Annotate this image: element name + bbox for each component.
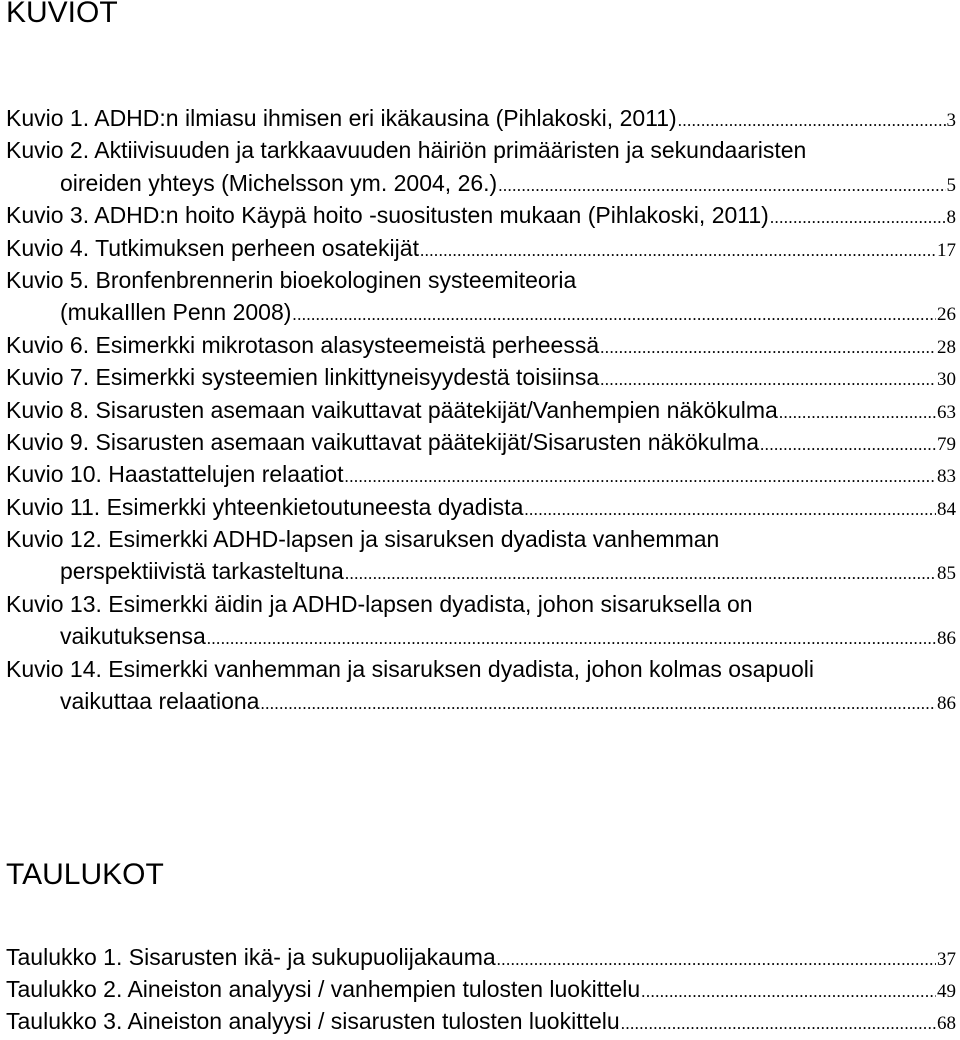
- figure-entry-title: Kuvio 1. ADHD:n ilmiasu ihmisen eri ikäkausina (Pihlakoski, 2011): [6, 105, 677, 131]
- taulukot-heading: TAULUKOT: [6, 858, 164, 891]
- page-number: 86: [937, 628, 956, 650]
- dot-leader: [524, 494, 936, 526]
- figure-entry-title: perspektiivistä tarkasteltuna: [60, 558, 344, 585]
- figure-entry-title: Kuvio 10. Haastattelujen relaatiot: [6, 461, 344, 488]
- figure-entry[interactable]: [6, 426, 956, 458]
- figure-entry-title: Kuvio 7. Esimerkki systeemien linkittyneisyydestä toisiinsa: [6, 364, 600, 391]
- table-entry[interactable]: [6, 973, 956, 1005]
- dot-leader: [345, 558, 936, 590]
- table-entry[interactable]: [6, 1005, 956, 1037]
- page-number: 3: [946, 110, 956, 131]
- dot-leader: [600, 364, 936, 396]
- page-number: 63: [937, 401, 956, 423]
- figure-entry-title: Kuvio 9. Sisarusten asemaan vaikuttavat päätekijät/Sisarusten näkökulma: [6, 428, 760, 455]
- dot-leader: [497, 944, 936, 976]
- figure-entry-line: [6, 523, 956, 555]
- figure-entry-line: [6, 232, 956, 264]
- figure-entry[interactable]: [6, 232, 956, 264]
- figure-entry-line: [6, 653, 956, 685]
- figure-entry[interactable]: [6, 102, 956, 134]
- page-number: 8: [946, 207, 956, 229]
- figure-entry-line: [6, 264, 956, 296]
- table-entry-title: Taulukko 1. Sisarusten ikä- ja sukupuolijakauma: [6, 944, 496, 970]
- dot-leader: [760, 429, 936, 461]
- figure-entry[interactable]: [6, 491, 956, 523]
- dot-leader: [260, 688, 936, 720]
- figure-entry-line: [6, 458, 956, 490]
- figure-entry-title: oireiden yhteys (Michelsson ym. 2004, 26.): [60, 169, 498, 196]
- figure-entry-title: Kuvio 11. Esimerkki yhteenkietoutuneesta dyadista: [6, 493, 524, 520]
- figure-entry[interactable]: [6, 361, 956, 393]
- figure-entry-title: Kuvio 12. Esimerkki ADHD-lapsen ja sisaruksen dyadista vanhemman: [6, 526, 720, 553]
- table-list: [6, 941, 956, 1037]
- figure-entry-title: Kuvio 14. Esimerkki vanhemman ja sisaruksen dyadista, johon kolmas osapuoli: [6, 655, 814, 682]
- figure-entry[interactable]: [6, 329, 956, 361]
- dot-leader: [345, 461, 936, 493]
- figure-entry[interactable]: [6, 588, 956, 653]
- figure-entry-title: Kuvio 6. Esimerkki mikrotason alasysteemeistä perheessä: [6, 331, 600, 358]
- page-number: 79: [937, 433, 956, 455]
- dot-leader: [292, 299, 936, 331]
- figure-entry-title: (mukaIllen Penn 2008): [60, 299, 292, 326]
- figure-list: [6, 102, 956, 717]
- figure-entry-title: Kuvio 5. Bronfenbrennerin bioekologinen systeemiteoria: [6, 266, 577, 293]
- table-entry-line: [6, 1005, 956, 1037]
- figure-entry-title: Kuvio 8. Sisarusten asemaan vaikuttavat päätekijät/Vanhempien näkökulma: [6, 396, 778, 423]
- page-number: 49: [937, 981, 956, 1002]
- kuviot-heading: KUVIOT: [6, 0, 118, 29]
- figure-entry[interactable]: [6, 458, 956, 490]
- page-number: 37: [937, 949, 956, 970]
- figure-entry-line: [6, 167, 956, 199]
- figure-entry-title: vaikuttaa relaationa: [60, 688, 260, 715]
- figure-entry-line: [6, 685, 956, 717]
- dot-leader: [600, 332, 936, 364]
- table-entry-line: [6, 941, 956, 973]
- figure-entry[interactable]: [6, 264, 956, 329]
- figure-entry-line: [6, 426, 956, 458]
- page-number: 68: [937, 1013, 956, 1034]
- table-entry[interactable]: [6, 941, 956, 973]
- figure-entry[interactable]: [6, 653, 956, 718]
- figure-entry[interactable]: [6, 134, 956, 199]
- figure-entry-title: Kuvio 4. Tutkimuksen perheen osatekijät: [6, 234, 419, 261]
- figure-entry-line: [6, 588, 956, 620]
- figure-entry-line: [6, 134, 956, 166]
- figure-entry-title: vaikutuksensa: [60, 623, 206, 650]
- page-number: 17: [937, 239, 956, 261]
- dot-leader: [621, 1008, 936, 1040]
- dot-leader: [779, 397, 936, 429]
- figure-entry-title: Kuvio 3. ADHD:n hoito Käypä hoito -suositusten mukaan (Pihlakoski, 2011): [6, 202, 769, 229]
- figure-entry-line: [6, 296, 956, 328]
- figure-entry[interactable]: [6, 394, 956, 426]
- page-number: 30: [937, 369, 956, 391]
- figure-entry[interactable]: [6, 199, 956, 231]
- page-number: 86: [937, 693, 956, 715]
- page-number: 26: [937, 304, 956, 326]
- dot-leader: [641, 976, 936, 1008]
- page-number: 83: [937, 466, 956, 488]
- dot-leader: [207, 623, 936, 655]
- page-number: 84: [937, 498, 956, 520]
- figure-entry-title: Kuvio 13. Esimerkki äidin ja ADHD-lapsen dyadista, johon sisaruksella on: [6, 590, 753, 617]
- dot-leader: [498, 170, 945, 202]
- table-entry-title: Taulukko 2. Aineiston analyysi / vanhempien tulosten luokittelu: [6, 976, 641, 1002]
- page-number: 28: [937, 336, 956, 358]
- dot-leader: [770, 202, 946, 234]
- dot-leader: [678, 105, 946, 137]
- figure-entry-line: [6, 491, 956, 523]
- table-entry-line: [6, 973, 956, 1005]
- dot-leader: [420, 235, 936, 267]
- figure-entry-line: [6, 329, 956, 361]
- figure-entry[interactable]: [6, 523, 956, 588]
- page-number: 5: [946, 174, 956, 196]
- figure-entry-line: [6, 555, 956, 587]
- figure-entry-line: [6, 394, 956, 426]
- figure-entry-line: [6, 361, 956, 393]
- page-number: 85: [937, 563, 956, 585]
- figure-entry-title: Kuvio 2. Aktiivisuuden ja tarkkaavuuden häiriön primääristen ja sekundaaristen: [6, 137, 807, 164]
- figure-entry-line: [6, 620, 956, 652]
- figure-entry-line: [6, 102, 956, 134]
- table-entry-title: Taulukko 3. Aineiston analyysi / sisarusten tulosten luokittelu: [6, 1008, 620, 1034]
- figure-entry-line: [6, 199, 956, 231]
